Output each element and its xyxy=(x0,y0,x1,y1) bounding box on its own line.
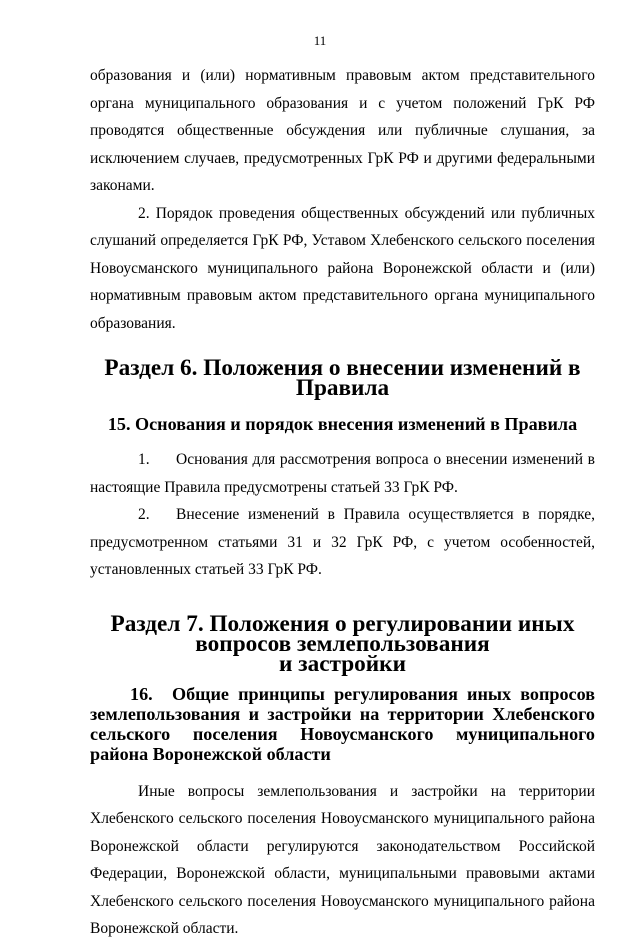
item-number: 2. xyxy=(138,506,150,523)
article-15-item-2 xyxy=(90,501,595,584)
section-7-heading-line-1: Раздел 7. Положения о регулировании иных вопросов землепользования xyxy=(110,610,575,657)
section-6-heading: Раздел 6. Положения о внесении изменений в Правила xyxy=(104,355,581,401)
section-7-heading-line-2: и застройки xyxy=(279,650,406,677)
article-16-number: 16. xyxy=(130,683,153,704)
section-7-heading xyxy=(90,610,595,677)
article-15-heading: 15. Основания и порядок внесения изменений в Правила xyxy=(107,414,578,434)
item-text: Основания для рассмотрения вопроса о внесении изменений в настоящие Правила предусмотрены статьей 33 ГрК РФ. xyxy=(90,451,595,496)
item-text: Внесение изменений в Правила осуществляется в порядке, предусмотренном статьями 31 и 32 ГрК РФ, с учетом особенностей, установленных статьей 33 ГрК РФ. xyxy=(90,506,595,578)
article-16-title: Общие принципы регулирования иных вопросов землепользования и застройки на территории Хлебенского сельского поселения Новоусманского муниципального района Воронежской области xyxy=(90,683,595,764)
paragraph-continued: образования и (или) нормативным правовым актом представительного органа муниципального образования и с учетом положений ГрК РФ проводятся общественные обсуждения или публичные слушания, за исключением случаев, предусмотренных ГрК РФ и другими федеральными законами. xyxy=(90,67,595,194)
article-16-heading xyxy=(90,684,595,764)
article-15-item-1 xyxy=(90,446,595,501)
item-number: 1. xyxy=(138,451,150,468)
article-16-text: Иные вопросы землепользования и застройки на территории Хлебенского сельского поселения Новоусманского муниципального района Воронежской области регулируются законодательством Российской Федерации, Воронежской области, муниципальными правовыми актами Хлебенского сельского поселения Новоусманского муниципального района Воронежской области. xyxy=(90,782,595,937)
paragraph-item-2: 2. Порядок проведения общественных обсуждений или публичных слушаний определяется ГрК РФ, Уставом Хлебенского сельского поселения Новоусманского муниципального района Воронежской области и (или) нормативным правовым актом представительного органа муниципального образования. xyxy=(90,204,595,332)
page-content xyxy=(90,62,595,943)
page-number: 11 xyxy=(313,33,327,48)
